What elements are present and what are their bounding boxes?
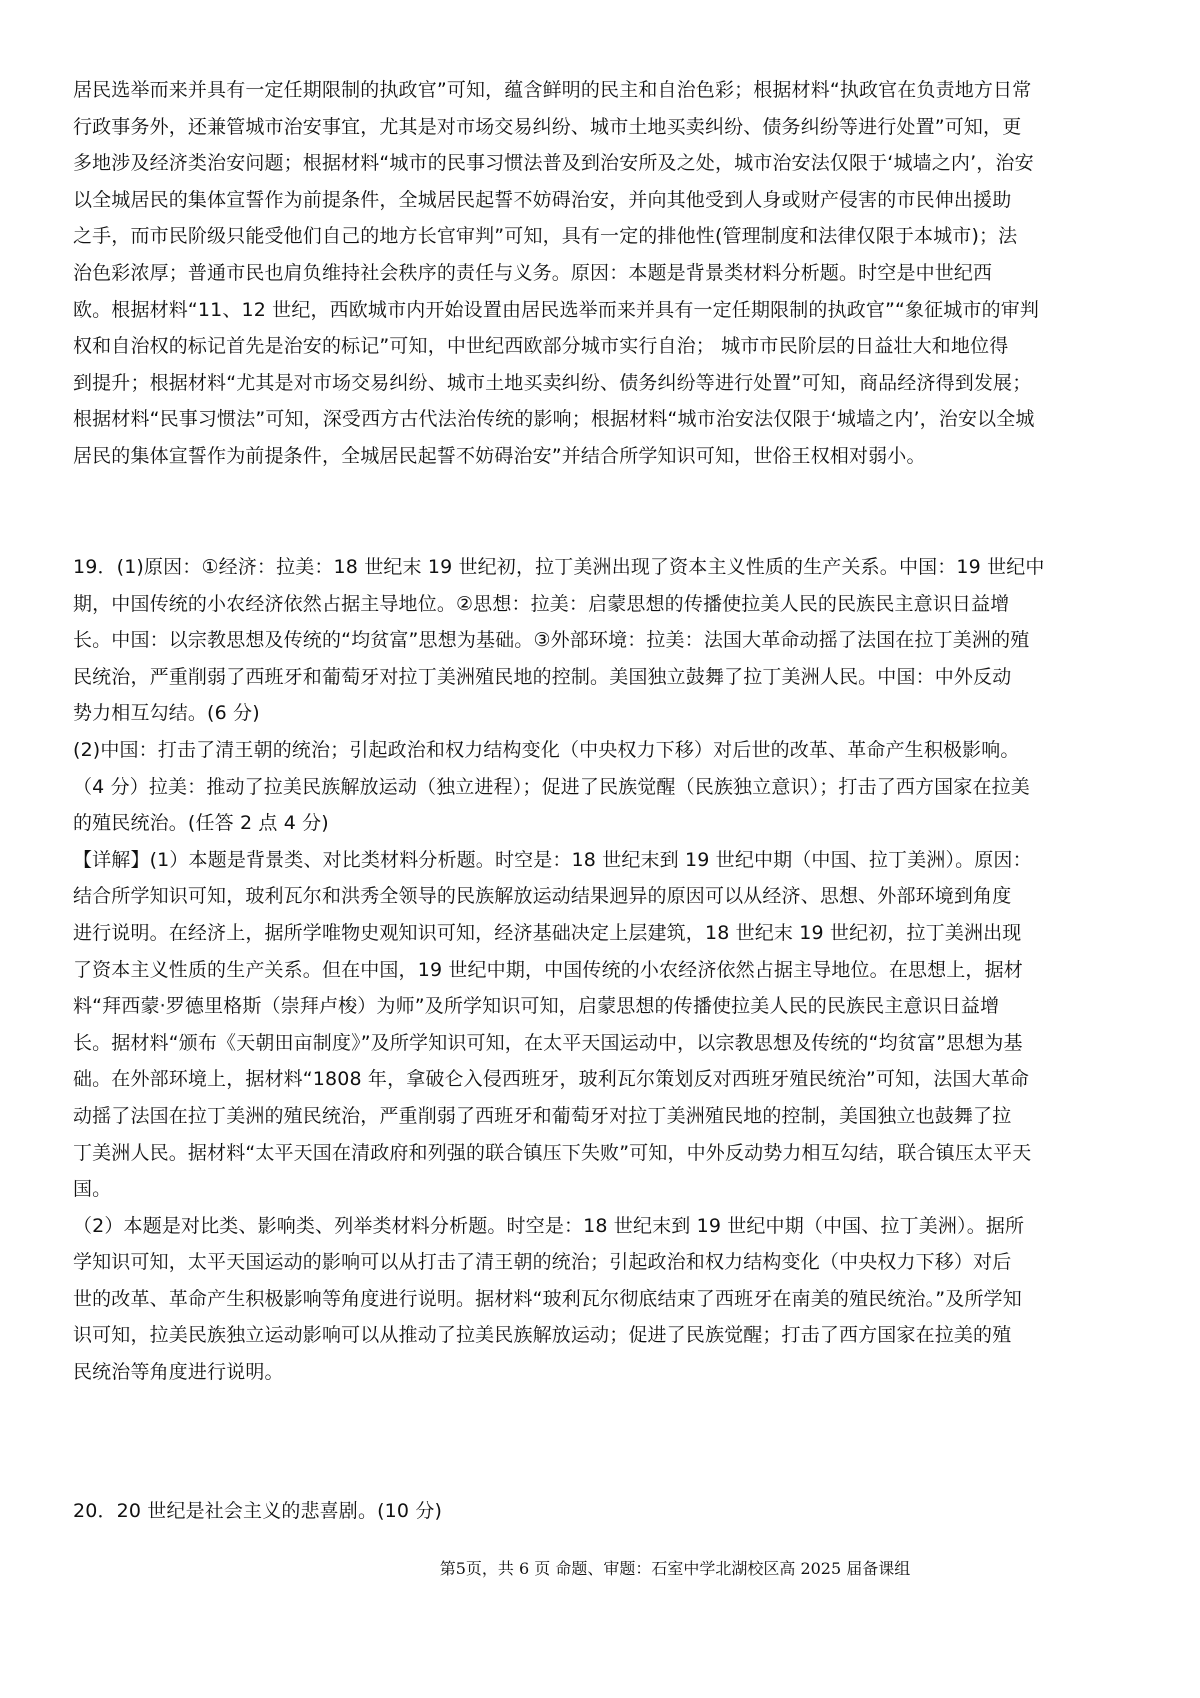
text-line: 势力相互勾结。(6 分) xyxy=(73,702,260,725)
text-line: （2）本题是对比类、影响类、列举类材料分析题。时空是：18 世纪末到 19 世纪中期（中国、拉丁美洲）。据所 xyxy=(73,1214,1025,1237)
text-line: 19．(1)原因：①经济：拉美：18 世纪末 19 世纪初，拉丁美洲出现了资本主义性质的生产关系。中国：19 世纪中 xyxy=(73,556,1045,578)
text-line: 权和自治权的标记首先是治安的标记”可知，中世纪西欧部分城市实行自治； 城市市民阶层的日益壮大和地位得 xyxy=(73,335,1009,358)
text-line: 料“拜西蒙·罗德里格斯（崇拜卢梭）为师”及所学知识可知，启蒙思想的传播使拉美人民的民族民主意识日益增 xyxy=(73,995,1000,1018)
text-line: 根据材料“民事习惯法”可知，深受西方古代法治传统的影响；根据材料“城市治安法仅限于‘城墙之内’，治安以全城 xyxy=(73,408,1035,431)
text-line: 长。中国：以宗教思想及传统的“均贫富”思想为基础。③外部环境：拉美：法国大革命动摇了法国在拉丁美洲的殖 xyxy=(73,629,1030,652)
text-line: 民统治，严重削弱了西班牙和葡萄牙对拉丁美洲殖民地的控制。美国独立鼓舞了拉丁美洲人民。中国：中外反动 xyxy=(73,665,1012,688)
text-line: 学知识可知，太平天国运动的影响可以从打击了清王朝的统治；引起政治和权力结构变化（中央权力下移）对后 xyxy=(73,1251,1012,1274)
text-line: 居民的集体宣誓作为前提条件，全城居民起誓不妨碍治安”并结合所学知识可知，世俗王权相对弱小。 xyxy=(73,444,926,467)
page-footer: 第5页，共 6 页 命题、审题：石室中学北湖校区高 2025 届备课组 xyxy=(439,1559,911,1578)
text-line: 了资本主义性质的生产关系。但在中国，19 世纪中期，中国传统的小农经济依然占据主导地位。在思想上，据材 xyxy=(73,958,1023,981)
text-line: (2)中国：打击了清王朝的统治；引起政治和权力结构变化（中央权力下移）对后世的改革、革命产生积极影响。 xyxy=(73,738,1020,761)
text-line: 结合所学知识可知，玻利瓦尔和洪秀全领导的民族解放运动结果迥异的原因可以从经济、思想、外部环境到角度 xyxy=(73,885,1012,908)
text-line: 识可知，拉美民族独立运动影响可以从推动了拉美民族解放运动；促进了民族觉醒；打击了西方国家在拉美的殖 xyxy=(73,1324,1012,1347)
text-line: 到提升；根据材料“尤其是对市场交易纠纷、城市土地买卖纠纷、债务纠纷等进行处置”可知，商品经济得到发展； xyxy=(73,371,1032,394)
text-line: 动摇了法国在拉丁美洲的殖民统治，严重削弱了西班牙和葡萄牙对拉丁美洲殖民地的控制，美国独立也鼓舞了拉 xyxy=(73,1104,1012,1127)
text-line: 行政事务外，还兼管城市治安事宜，尤其是对市场交易纠纷、城市土地买卖纠纷、债务纠纷等进行处置”可知，更 xyxy=(73,115,1022,138)
text-line: 居民选举而来并具有一定任期限制的执政官”可知，蕴含鲜明的民主和自治色彩；根据材料“执政官在负责地方日常 xyxy=(73,79,1032,101)
text-line: 础。在外部环境上，据材料“1808 年，拿破仑入侵西班牙，玻利瓦尔策划反对西班牙殖民统治”可知，法国大革命 xyxy=(73,1068,1030,1091)
text-line: 世的改革、革命产生积极影响等角度进行说明。据材料“玻利瓦尔彻底结束了西班牙在南美的殖民统治。”及所学知 xyxy=(73,1287,1022,1310)
text-line: 长。据材料“颁布《天朝田亩制度》”及所学知识可知，在太平天国运动中，以宗教思想及传统的“均贫富”思想为基 xyxy=(73,1031,1023,1054)
text-line: 20．20 世纪是社会主义的悲喜剧。(10 分) xyxy=(73,1500,443,1522)
answer-19 xyxy=(73,549,1130,1391)
text-line: 治色彩浓厚；普通市民也肩负维持社会秩序的责任与义务。原因：本题是背景类材料分析题。时空是中世纪西 xyxy=(73,261,993,284)
text-line: 国。 xyxy=(73,1178,112,1201)
answer-18-continued xyxy=(73,72,1130,475)
text-line: 以全城居民的集体宣誓作为前提条件，全城居民起誓不妨碍治安，并向其他受到人身或财产侵害的市民伸出援助 xyxy=(73,188,1012,211)
text-line: 欧。根据材料“11、12 世纪，西欧城市内开始设置由居民选举而来并具有一定任期限制的执政官”“象征城市的审判 xyxy=(73,298,1040,321)
text-line: 丁美洲人民。据材料“太平天国在清政府和列强的联合镇压下失败”可知，中外反动势力相互勾结，联合镇压太平天 xyxy=(73,1141,1032,1164)
text-line: 的殖民统治。(任答 2 点 4 分) xyxy=(73,812,329,835)
text-line: （4 分）拉美：推动了拉美民族解放运动（独立进程）；促进了民族觉醒（民族独立意识）；打击了西方国家在拉美 xyxy=(73,775,1030,798)
text-line: 之手，而市民阶级只能受他们自己的地方长官审判”可知，具有一定的排他性(管理制度和法律仅限于本城市)；法 xyxy=(73,225,1018,248)
text-line: 多地涉及经济类治安问题；根据材料“城市的民事习惯法普及到治安所及之处，城市治安法仅限于‘城墙之内’，治安 xyxy=(73,152,1034,175)
text-line: 期，中国传统的小农经济依然占据主导地位。②思想：拉美：启蒙思想的传播使拉美人民的民族民主意识日益增 xyxy=(73,592,1010,615)
text-line: 进行说明。在经济上，据所学唯物史观知识可知，经济基础决定上层建筑，18 世纪末 19 世纪初，拉丁美洲出现 xyxy=(73,921,1022,944)
text-line: 【详解】(1）本题是背景类、对比类材料分析题。时空是：18 世纪末到 19 世纪中期（中国、拉丁美洲）。原因： xyxy=(73,848,1032,871)
answer-20 xyxy=(73,1493,1130,1530)
text-line: 民统治等角度进行说明。 xyxy=(73,1361,284,1384)
